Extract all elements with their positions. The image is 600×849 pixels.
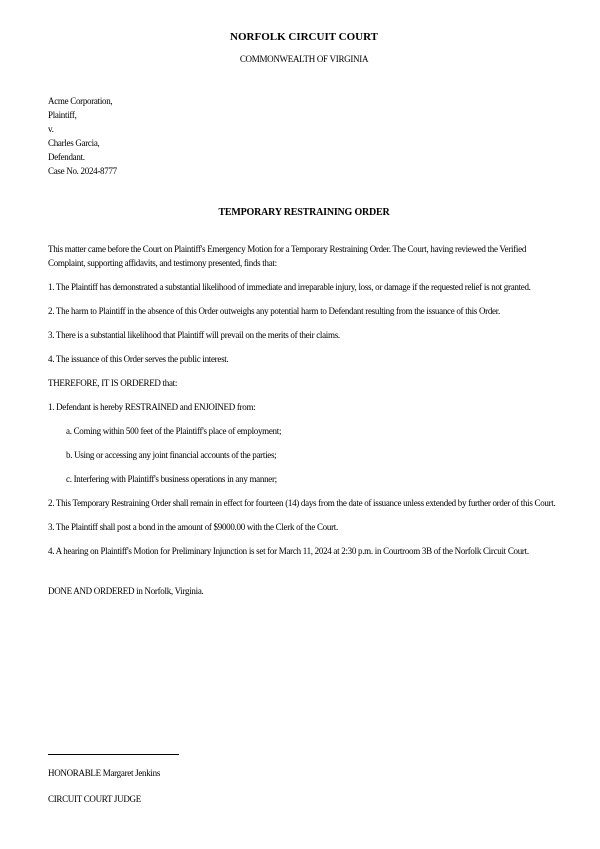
done-and-ordered: DONE AND ORDERED in Norfolk, Virginia. [48, 586, 204, 596]
order-1: 1. Defendant is hereby RESTRAINED and ENJOINED from: [48, 402, 256, 412]
plaintiff-role: Plaintiff, [48, 110, 77, 120]
order-2: 2. This Temporary Restraining Order shall remain in effect for fourteen (14) days from the date of issuance unless extended by further order of this Court. [48, 498, 556, 508]
court-name: NORFOLK CIRCUIT COURT [230, 31, 378, 43]
order-3: 3. The Plaintiff shall post a bond in the amount of $9000.00 with the Clerk of the Court. [48, 522, 338, 532]
restraint-a: a. Coming within 500 feet of the Plaintiff's place of employment; [66, 426, 282, 436]
intro-paragraph: This matter came before the Court on Plaintiff's Emergency Motion for a Temporary Restraining Order. The Court, having reviewed the Verified Complaint, supporting affidavits, and testimony presented, finds that: [48, 244, 527, 268]
finding-1: 1. The Plaintiff has demonstrated a substantial likelihood of immediate and irreparable injury, loss, or damage if the requested relief is not granted. [48, 282, 531, 292]
finding-2: 2. The harm to Plaintiff in the absence of this Order outweighs any potential harm to Defendant resulting from the issuance of this Order. [48, 306, 500, 316]
restraint-c: c. Interfering with Plaintiff's business operations in any manner; [66, 474, 277, 484]
therefore-clause: THEREFORE, IT IS ORDERED that: [48, 378, 178, 388]
versus: v. [48, 124, 54, 134]
order-4: 4. A hearing on Plaintiff's Motion for Preliminary Injunction is set for March 11, 2024 at 2:30 p.m. in Courtroom 3B of the Norfolk Circuit Court. [48, 546, 529, 556]
case-caption [48, 94, 560, 178]
case-number: Case No. 2024-8777 [48, 166, 117, 176]
finding-3: 3. There is a substantial likelihood that Plaintiff will prevail on the merits of their claims. [48, 330, 340, 340]
judge-title: CIRCUIT COURT JUDGE [48, 794, 141, 804]
signature-line [48, 754, 179, 755]
restraint-b: b. Using or accessing any joint financial accounts of the parties; [66, 450, 277, 460]
defendant-name: Charles Garcia, [48, 138, 100, 148]
defendant-role: Defendant. [48, 152, 85, 162]
finding-4: 4. The issuance of this Order serves the public interest. [48, 354, 229, 364]
plaintiff-name: Acme Corporation, [48, 96, 113, 106]
jurisdiction: COMMONWEALTH OF VIRGINIA [239, 54, 369, 64]
order-title: TEMPORARY RESTRAINING ORDER [218, 207, 390, 218]
judge-name: HONORABLE Margaret Jenkins [48, 768, 161, 778]
